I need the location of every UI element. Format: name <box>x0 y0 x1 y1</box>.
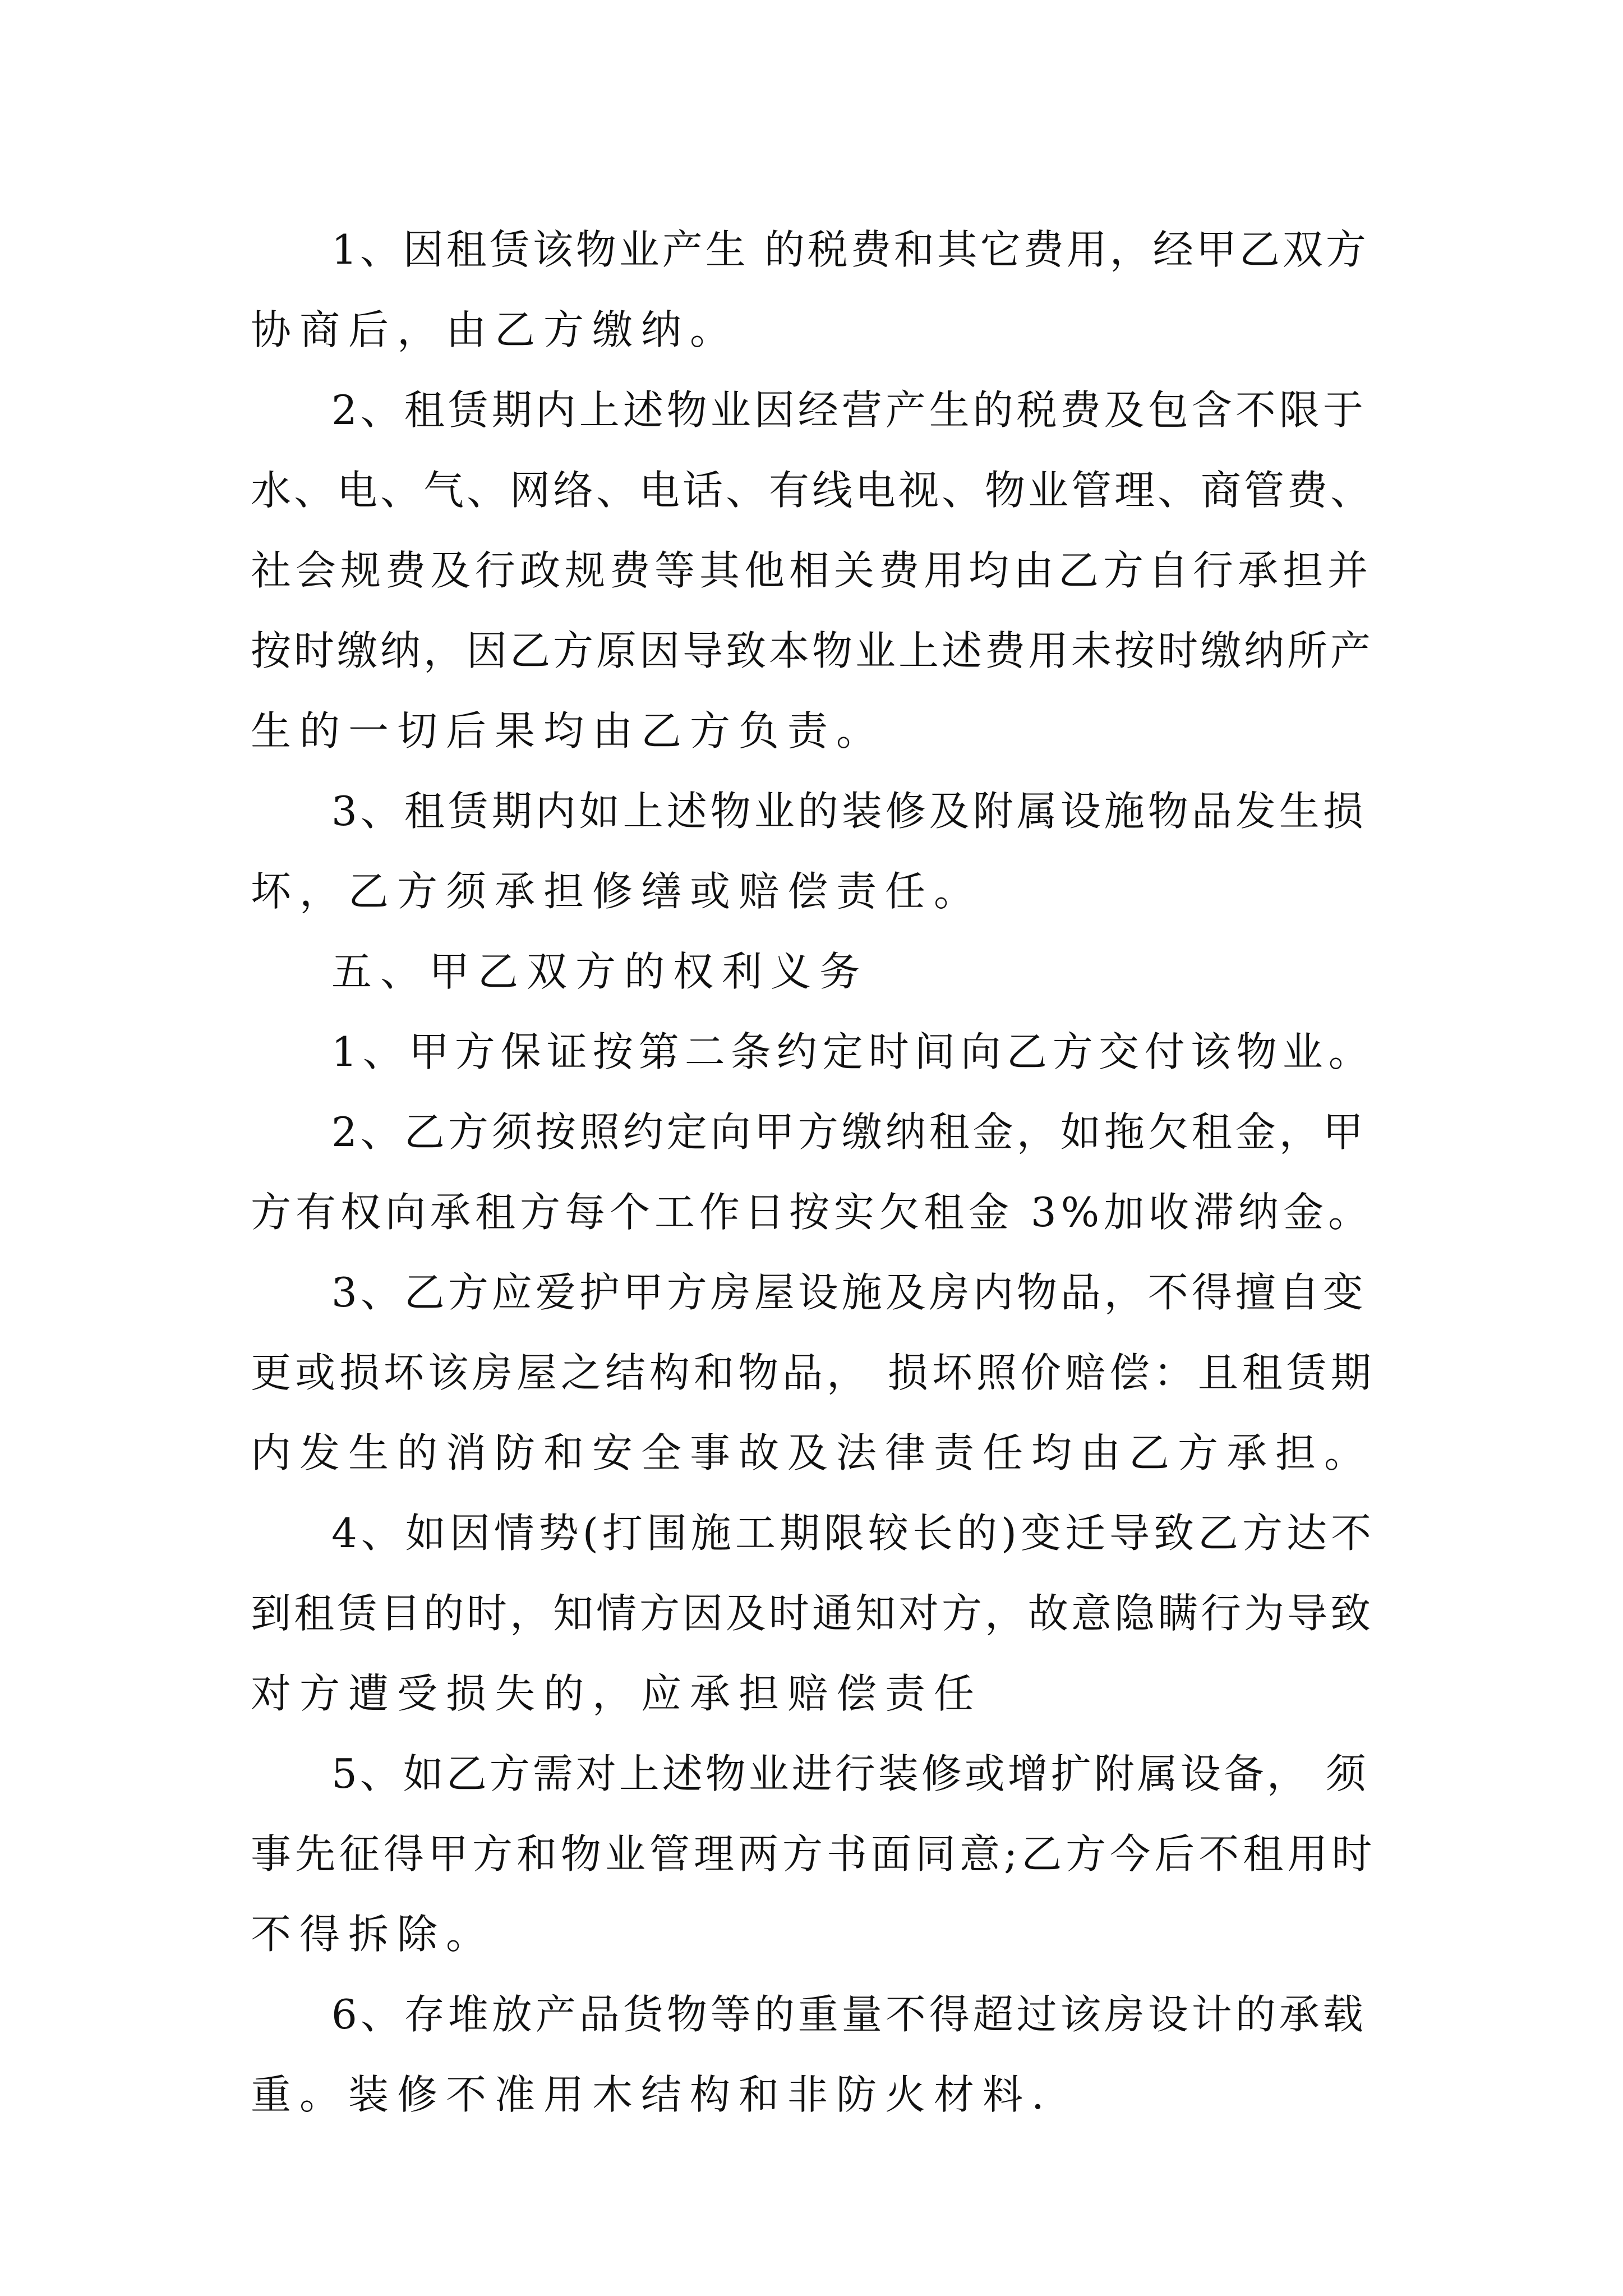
document-body <box>251 210 1378 2135</box>
clause-4-1-line-1: 1、因租赁该物业产生 的税费和其它费用，经甲乙双方 <box>331 226 1369 273</box>
clause-4-2-line-4: 按时缴纳，因乙方原因导致本物业上述费用未按时缴纳所产 <box>251 627 1374 674</box>
clause-5-6-line-2: 重。装修不准用木结构和非防火材料. <box>251 2071 1053 2118</box>
clause-5-5-line-2: 事先征得甲方和物业管理两方书面同意;乙方今后不租用时 <box>251 1830 1376 1878</box>
clause-5-1-line-1: 1、甲方保证按第二条约定时间向乙方交付该物业。 <box>331 1028 1375 1075</box>
clause-4-2-line-2: 水、电、气、网络、电话、有线电视、物业管理、商管费、 <box>251 467 1374 514</box>
clause-4-2-line-1: 2、租赁期内上述物业因经营产生的税费及包含不限于 <box>331 386 1367 434</box>
clause-4-1-line-2: 协商后，由乙方缴纳。 <box>251 306 739 353</box>
clause-5-4-line-1: 4、如因情势(打围施工期限较长的)变迁导致乙方达不 <box>331 1510 1375 1557</box>
clause-4-2-line-3: 社会规费及行政规费等其他相关费用均由乙方自行承担并 <box>251 547 1373 594</box>
clause-5-2-line-2: 方有权向承租方每个工作日按实欠租金 3%加收滞纳金。 <box>251 1189 1373 1236</box>
clause-5-3-line-3: 内发生的消防和安全事故及法律责任均由乙方承担。 <box>251 1429 1373 1476</box>
clause-4-3-line-1: 3、租赁期内如上述物业的装修及附属设施物品发生损 <box>331 788 1367 835</box>
clause-5-3-line-2: 更或损坏该房屋之结构和物品， 损坏照价赔偿：且租赁期 <box>251 1349 1375 1396</box>
clause-5-6-line-1: 6、存堆放产品货物等的重量不得超过该房设计的承载 <box>331 1991 1367 2038</box>
section-heading-rights-obligations: 五、甲乙双方的权利义务 <box>331 948 869 995</box>
clause-5-4-line-3: 对方遭受损失的，应承担赔偿责任 <box>251 1670 983 1717</box>
clause-5-4-line-2: 到租赁目的时，知情方因及时通知对方，故意隐瞒行为导致 <box>251 1590 1374 1637</box>
clause-5-3-line-1: 3、乙方应爱护甲方房屋设施及房内物品，不得擅自变 <box>331 1269 1367 1316</box>
clause-5-5-line-3: 不得拆除。 <box>251 1911 495 1958</box>
clause-5-2-line-1: 2、乙方须按照约定向甲方缴纳租金，如拖欠租金，甲 <box>331 1108 1367 1156</box>
clause-4-2-line-5: 生的一切后果均由乙方负责。 <box>251 707 886 754</box>
clause-5-5-line-1: 5、如乙方需对上述物业进行装修或增扩附属设备， 须 <box>331 1750 1369 1797</box>
clause-4-3-line-2: 坏，乙方须承担修缮或赔偿责任。 <box>251 868 983 915</box>
